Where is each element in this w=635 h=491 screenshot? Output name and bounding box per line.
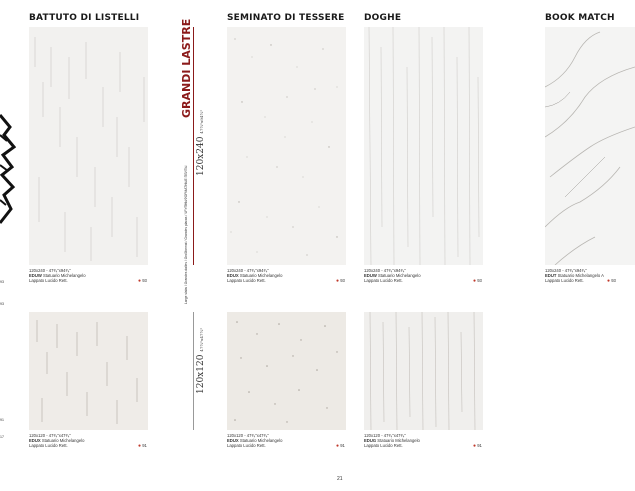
- size-label-120x240: 120x240 47³⁄₄"x94³⁄₄": [196, 109, 206, 176]
- edge-label: 91: [0, 418, 4, 422]
- product-code: EDUX: [29, 438, 41, 443]
- heading-battuto-di-listelli: BATTUTO DI LISTELLI: [29, 13, 140, 23]
- badge-number: 93: [142, 278, 147, 283]
- caption-size: 120x120 - 47³⁄₄"x47³⁄₄": [364, 433, 406, 438]
- badge-number: 93: [477, 278, 482, 283]
- caption-battuto-large: [29, 268, 86, 283]
- badge-doghe-large: ● 93: [473, 278, 482, 284]
- page-number: 21: [337, 476, 343, 482]
- caption-size: 120x120 - 47³⁄₄"x47³⁄₄": [29, 433, 71, 438]
- caption-finish: Lappato Lucido Rett.: [364, 278, 403, 283]
- caption-size: 120x240 - 47³⁄₄"x94³⁄₄": [29, 268, 71, 273]
- product-name: Statuario Michelangelo A: [557, 273, 604, 278]
- caption-finish: Lappato Lucido Rett.: [29, 278, 68, 283]
- heading-seminato-di-tessere: SEMINATO DI TESSERE: [227, 13, 345, 23]
- product-name: Statuario Michelangelo: [239, 273, 283, 278]
- caption-finish: Lappato Lucido Rett.: [29, 443, 68, 448]
- caption-size: 120x240 - 47³⁄₄"x94³⁄₄": [227, 268, 269, 273]
- tile-seminato-120x120: [227, 312, 346, 430]
- badge-number: 91: [340, 443, 345, 448]
- badge-number: 93: [340, 278, 345, 283]
- product-name: Statuario Michelangelo: [377, 438, 420, 443]
- product-name: Statuario Michelangelo: [41, 438, 85, 443]
- tile-book-match-120x240: [545, 27, 635, 265]
- badge-number: 91: [142, 443, 147, 448]
- caption-finish: Lappato Lucido Rett.: [227, 443, 266, 448]
- product-code: EDUG: [364, 438, 377, 443]
- product-code: EDUW: [364, 273, 377, 278]
- badge-seminato-medium: ● 91: [336, 443, 345, 449]
- product-name: Statuario Michelangelo: [239, 438, 283, 443]
- tile-doghe-120x120: [364, 312, 483, 430]
- product-code: EDUT: [545, 273, 557, 278]
- badge-battuto-medium: ● 91: [138, 443, 147, 449]
- badge-battuto-large: ● 93: [138, 278, 147, 284]
- badge-number: 93: [611, 278, 616, 283]
- caption-size: 120x240 - 47³⁄₄"x94³⁄₄": [364, 268, 406, 273]
- product-code: EDUW: [29, 273, 42, 278]
- size-label-120x120: 120x120 47³⁄₄"x47³⁄₄": [196, 327, 206, 394]
- caption-size: 120x120 - 47³⁄₄"x47³⁄₄": [227, 433, 269, 438]
- caption-doghe-medium: [364, 433, 420, 448]
- caption-seminato-medium: [227, 433, 282, 448]
- product-name: Statuario Michelangelo: [377, 273, 421, 278]
- edge-label: 93: [0, 280, 4, 284]
- badge-seminato-large: ● 93: [336, 278, 345, 284]
- badge-number: 91: [477, 443, 482, 448]
- multilanguage-label: Large slabs / Grandes dalles / Großformat / Grandes placas / ЧРУПНЫФОРМАТНЫЕ ПЛИТЫ: [184, 165, 188, 304]
- tile-doghe-120x240: [364, 27, 483, 265]
- accent-rule-bottom: [193, 312, 194, 430]
- product-code: EDUX: [227, 438, 239, 443]
- caption-finish: Lappato Lucido Rett.: [364, 443, 403, 448]
- heading-doghe: DOGHE: [364, 13, 402, 23]
- caption-finish: Lappato Lucido Rett.: [545, 278, 584, 283]
- caption-size: 120x240 - 47³⁄₄"x94³⁄₄": [545, 268, 587, 273]
- caption-battuto-medium: [29, 433, 84, 448]
- grandi-lastre-label: GRANDI LASTRE: [180, 18, 193, 118]
- caption-seminato-large: [227, 268, 282, 283]
- tile-seminato-120x240: [227, 27, 346, 265]
- tile-battuto-120x240: [29, 27, 148, 265]
- edge-label: 17: [0, 435, 4, 439]
- heading-book-match: BOOK MATCH: [545, 13, 615, 23]
- edge-label: 93: [0, 302, 4, 306]
- caption-doghe-large: [364, 268, 421, 283]
- badge-doghe-medium: ● 91: [473, 443, 482, 449]
- product-code: EDUX: [227, 273, 239, 278]
- previous-page-artwork: [0, 105, 16, 235]
- caption-book-match: [545, 268, 604, 283]
- tile-battuto-120x120: [29, 312, 148, 430]
- product-name: Statuario Michelangelo: [42, 273, 86, 278]
- accent-rule-top: [193, 27, 194, 265]
- badge-book-match: ● 93: [607, 278, 616, 284]
- caption-finish: Lappato Lucido Rett.: [227, 278, 266, 283]
